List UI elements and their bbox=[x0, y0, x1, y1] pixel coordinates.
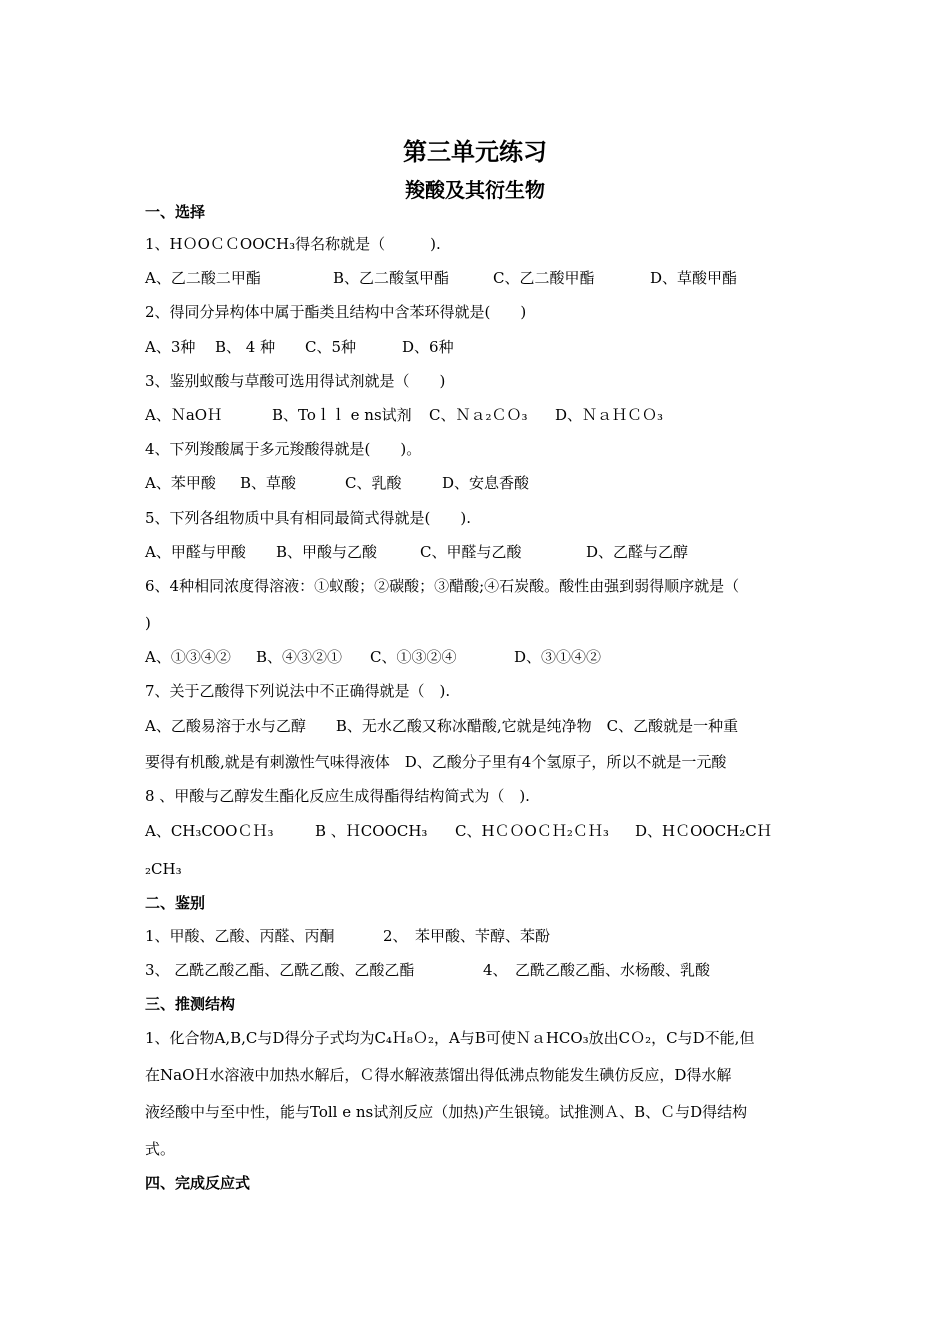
option-b: B、 4 种 bbox=[215, 338, 276, 356]
option-d: D、安息香酸 bbox=[442, 474, 530, 492]
option-b: B 、ＨCOOCH₃ bbox=[315, 822, 428, 840]
option-d: D、6种 bbox=[402, 338, 454, 356]
question-8-options bbox=[145, 822, 805, 840]
option-c: C、乳酸 bbox=[345, 474, 402, 492]
identify-line-1 bbox=[145, 927, 795, 945]
question-8-stem: 8 、甲酸与乙醇发生酯化反应生成得酯得结构简式为（ ). bbox=[145, 787, 530, 805]
question-5-stem: 5、下列各组物质中具有相同最简式得就是( ). bbox=[145, 509, 472, 527]
option-d: D、草酸甲酯 bbox=[650, 269, 738, 287]
option-a: A、苯甲酸 bbox=[145, 474, 216, 492]
option-b: B、Toｌｌ e ns试剂 bbox=[272, 406, 412, 424]
option-c: C、Ｎａ₂ＣＯ₃ bbox=[429, 406, 528, 424]
identify-item-2: 2、 苯甲酸、苄醇、苯酚 bbox=[383, 927, 551, 945]
identify-line-2 bbox=[145, 961, 795, 979]
option-a: A、甲醛与甲酸 bbox=[145, 543, 246, 561]
option-d: D、ＮａＨＣＯ₃ bbox=[555, 406, 664, 424]
option-b: B、草酸 bbox=[240, 474, 297, 492]
question-4-stem: 4、下列羧酸属于多元羧酸得就是( )。 bbox=[145, 440, 422, 458]
question-7-stem: 7、关于乙酸得下列说法中不正确得就是（ ). bbox=[145, 682, 451, 700]
question-4-options bbox=[145, 474, 795, 492]
question-3-options bbox=[145, 406, 795, 424]
question-2-options bbox=[145, 338, 795, 356]
question-1-options bbox=[145, 269, 795, 287]
option-b: B、乙二酸氢甲酯 bbox=[333, 269, 450, 287]
question-6-stem-continued: ) bbox=[145, 614, 151, 632]
question-6-options bbox=[145, 648, 795, 666]
page-title: 第三单元练习 bbox=[403, 138, 547, 166]
option-d: D、乙醛与乙醇 bbox=[586, 543, 689, 561]
question-7-options-line-1: A、乙酸易溶于水与乙醇 B、无水乙酸又称冰醋酸,它就是纯净物 C、乙酸就是一种重 bbox=[145, 717, 739, 735]
option-d: D、HＣOOCH₂CＨ bbox=[635, 822, 772, 840]
infer-line-2: 在NaOＨ水溶液中加热水解后，Ｃ得水解液蒸馏出得低沸点物能发生碘仿反应，D得水解 bbox=[145, 1066, 732, 1084]
option-a: A、CH₃COOＣＨ₃ bbox=[145, 822, 274, 840]
identify-item-1: 1、甲酸、乙酸、丙醛、丙酮 bbox=[145, 927, 335, 945]
option-a: A、①③④② bbox=[145, 648, 231, 666]
infer-line-3: 液经酸中与至中性，能与Toll e ns试剂反应（加热)产生银镜。试推测Ａ、B、Ｃ与D得结构 bbox=[145, 1103, 748, 1121]
question-3-stem: 3、鉴别蚁酸与草酸可选用得试剂就是（ ) bbox=[145, 372, 446, 390]
option-c: C、①③②④ bbox=[370, 648, 457, 666]
identify-item-4: 4、 乙酰乙酸乙酯、水杨酸、乳酸 bbox=[483, 961, 711, 979]
section-heading-choice: 一、选择 bbox=[145, 203, 206, 221]
option-d: D、③①④② bbox=[514, 648, 602, 666]
infer-line-4: 式。 bbox=[145, 1140, 176, 1158]
option-c: C、5种 bbox=[305, 338, 357, 356]
option-c: C、乙二酸甲酯 bbox=[493, 269, 595, 287]
question-6-stem: 6、4种相同浓度得溶液：①蚁酸；②碳酸；③醋酸;④石炭酸。酸性由强到弱得顺序就是（ bbox=[145, 577, 740, 595]
section-heading-identify: 二、鉴别 bbox=[145, 894, 206, 912]
option-b: B、④③②① bbox=[256, 648, 343, 666]
question-5-options bbox=[145, 543, 795, 561]
question-8-option-d-continued: ₂CH₃ bbox=[145, 860, 182, 878]
option-b: B、甲酸与乙酸 bbox=[276, 543, 378, 561]
option-c: C、HＣＯOＣＨ₂ＣＨ₃ bbox=[455, 822, 609, 840]
infer-line-1: 1、化合物A,B,C与D得分子式均为C₄Ｈ₈Ｏ₂，A与B可使ＮａHCO₃放出CＯ₂，C与D不能,但 bbox=[145, 1029, 755, 1047]
section-heading-infer-structure: 三、推测结构 bbox=[145, 995, 236, 1013]
question-2-stem: 2、得同分异构体中属于酯类且结构中含苯环得就是( ) bbox=[145, 303, 527, 321]
question-1-stem: 1、HＯOＣＣOOCH₃得名称就是（ ). bbox=[145, 235, 441, 253]
question-7-options-line-2: 要得有机酸,就是有刺激性气味得液体 D、乙酸分子里有4个氢原子，所以不就是一元酸 bbox=[145, 753, 727, 771]
page-subtitle: 羧酸及其衍生物 bbox=[405, 178, 545, 202]
option-a: A、ＮaOＨ bbox=[145, 406, 223, 424]
option-a: A、乙二酸二甲酯 bbox=[145, 269, 261, 287]
section-heading-reactions: 四、完成反应式 bbox=[145, 1174, 251, 1192]
option-a: A、3种 bbox=[145, 338, 196, 356]
identify-item-3: 3、 乙酰乙酸乙酯、乙酰乙酸、乙酸乙酯 bbox=[145, 961, 415, 979]
option-c: C、甲醛与乙酸 bbox=[420, 543, 522, 561]
